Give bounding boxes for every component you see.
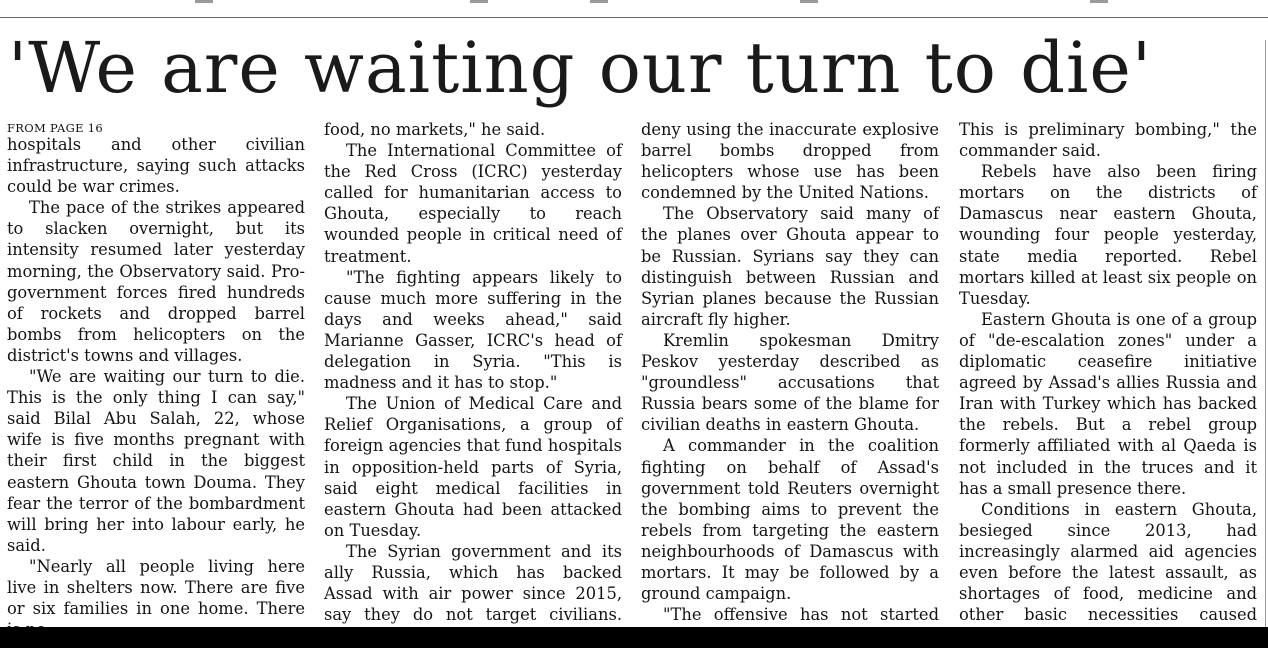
- article-column-4: [959, 119, 1257, 627]
- paragraph: The International Committee of the Red Cross (ICRC) yesterday called for humanitarian access to Ghouta, especially to reach wounded people in critical need of treatment.: [324, 141, 622, 266]
- paragraph: The pace of the strikes appeared to slacken overnight, but its intensity resumed later yesterday morning, the Observatory said. Pro-government forces fired hundreds of rockets and dropped barrel bombs from helicopters on the district's towns and villages.: [7, 198, 305, 365]
- article-column-2: [324, 119, 622, 627]
- article-column-3: [641, 119, 939, 627]
- top-edge-marks: [0, 0, 1268, 6]
- paragraph: Conditions in eastern Ghouta, besieged since 2013, had increasingly alarmed aid agencies even before the latest assault, as shortages of food, medicine and other basic necessities caused: [959, 499, 1257, 625]
- paragraph: "The offensive has not started: [663, 605, 939, 625]
- jump-label: FROM PAGE 16: [7, 121, 103, 135]
- bottom-black-bar: [0, 627, 1268, 648]
- paragraph: Kremlin spokesman Dmitry Peskov yesterday described as "groundless" accusations that Russia bears some of the blame for civilian deaths in eastern Ghouta.: [641, 330, 939, 435]
- paragraph: "We are waiting our turn to die. This is the only thing I can say," said Bilal Abu Salah, 22, whose wife is five months pregnant with their first child in the biggest eastern Ghouta town Douma. They fear the terror of the bombardment will bring her into labour early, he said.: [7, 367, 305, 555]
- article-column-1: [7, 119, 305, 627]
- paragraph: A commander in the coalition fighting on behalf of Assad's government told Reuters overnight the bombing aims to prevent the rebels from targeting the eastern neighbourhoods of Damascus with mortars. It may be followed by a ground campaign.: [641, 436, 939, 604]
- paragraph: The Union of Medical Care and Relief Organisations, a group of foreign agencies that fund hospitals in opposition-held parts of Syria, said eight medical facilities in eastern Ghouta had been attacked on Tuesday.: [324, 394, 622, 540]
- paragraph: food, no markets," he said.: [324, 120, 546, 139]
- top-rule: [0, 17, 1268, 18]
- paragraph: hospitals and other civilian infrastructure, saying such attacks could be war crimes.: [7, 135, 305, 197]
- paragraph: This is preliminary bombing," the commander said.: [959, 120, 1257, 161]
- paragraph: deny using the inaccurate explosive barrel bombs dropped from helicopters whose use has been condemned by the United Nations.: [641, 120, 939, 203]
- paragraph: Eastern Ghouta is one of a group of "de-escalation zones" under a diplomatic ceasefire initiative agreed by Assad's allies Russia and Iran with Turkey which has backed the rebels. But a rebel group formerly affiliated with al Qaeda is not included in the truces and it has a small presence there.: [959, 309, 1257, 498]
- column-rule-right: [1265, 40, 1266, 630]
- paragraph: "Nearly all people living here live in shelters now. There are five or six families in one home. There: [7, 556, 305, 619]
- paragraph: The Syrian government and its ally Russia, which has backed Assad with air power since 2015, say they do not target civilians.: [324, 541, 622, 625]
- paragraph: The Observatory said many of the planes over Ghouta appear to be Russian. Syrians say they can distinguish between Russian and Syrian planes because the Russian aircraft fly higher.: [641, 204, 939, 329]
- paragraph: "The fighting appears likely to cause much more suffering in the days and weeks ahead," said Marianne Gasser, ICRC's head of delegation in Syria. "This is madness and it has to stop.": [324, 267, 622, 393]
- paragraph: Rebels have also been firing mortars on the districts of Damascus near eastern Ghouta, wounding four people yesterday, state media reported. Rebel mortars killed at least six people on Tuesday.: [959, 162, 1257, 308]
- headline: 'We are waiting our turn to die': [8, 27, 1153, 109]
